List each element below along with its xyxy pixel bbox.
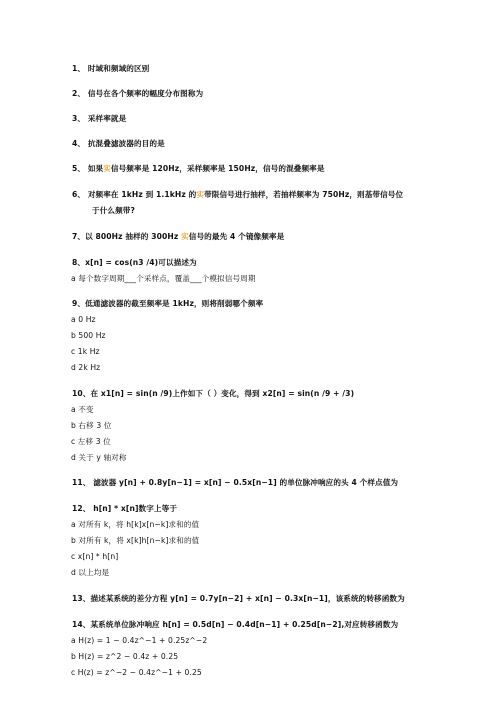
question-12-option-c: c x[n] * h[n] <box>71 552 119 561</box>
question-10-option-c: c 左移 3 位 <box>71 437 111 446</box>
highlighted-text: 实 <box>103 164 111 173</box>
question-3: 3、 采样率就是 <box>72 114 127 123</box>
question-8: 8、x[n] = cos(n3 /4)可以描述为 <box>72 258 197 267</box>
question-9-option-a: a 0 Hz <box>71 315 96 324</box>
question-6: 6、 对频率在 1kHz 到 1.1kHz 的实带限信号进行抽样，若抽样频率为 750Hz，则基带信号位 <box>72 190 404 199</box>
question-2: 2、 信号在各个频率的幅度分布图称为 <box>72 89 204 98</box>
question-14-option-b: b H(z) = z^2 − 0.4z + 0.25 <box>71 652 179 661</box>
question-12: 12、 h[n] * x[n]数字上等于 <box>72 504 178 513</box>
question-4: 4、 抗混叠滤波器的目的是 <box>72 139 165 148</box>
question-12-option-a: a 对所有 k，将 h[k]x[n−k]求和的值 <box>71 520 200 529</box>
question-11: 11、 滤波器 y[n] + 0.8y[n−1] = x[n] − 0.5x[n−1] 的单位脉冲响应的头 4 个样点值为 <box>72 478 399 487</box>
question-10: 10、在 x1[n] = sin(n /9)上作如下（ ）变化，得到 x2[n] = sin(n /9 + /3) <box>72 389 355 398</box>
question-1: 1、 时域和频域的区别 <box>72 64 150 73</box>
question-9: 9、低通滤波器的截至频率是 1kHz，则将削弱哪个频率 <box>72 299 264 308</box>
highlighted-text: 实 <box>181 232 189 241</box>
question-6-continued: 于什么频带? <box>92 206 135 215</box>
question-14-option-c: c H(z) = z^−2 − 0.4z^−1 + 0.25 <box>71 668 202 677</box>
question-7: 7、以 800Hz 抽样的 300Hz 实信号的最先 4 个镜像频率是 <box>72 232 285 241</box>
question-9-option-c: c 1k Hz <box>71 347 100 356</box>
question-14-option-a: a H(z) = 1 − 0.4z^−1 + 0.25z^−2 <box>71 636 208 645</box>
question-8-option-a: a 每个数字周期___个采样点，覆盖___个模拟信号周期 <box>71 274 256 283</box>
question-5: 5、 如果实信号频率是 120Hz，采样频率是 150Hz，信号的混叠频率是 <box>72 164 325 173</box>
question-9-option-b: b 500 Hz <box>71 331 106 340</box>
question-14: 14、某系统单位脉冲响应 h[n] = 0.5d[n] − 0.4d[n−1] + 0.25d[n−2],对应转移函数为 <box>72 620 399 629</box>
question-13: 13、描述某系统的差分方程 y[n] = 0.7y[n−2] + x[n] − 0.3x[n−1]，该系统的转移函数为 <box>72 594 405 603</box>
question-12-option-d: d 以上均是 <box>71 568 110 577</box>
question-12-option-b: b 对所有 k，将 x[k]h[n−k]求和的值 <box>71 536 200 545</box>
highlighted-text: 实 <box>196 190 205 199</box>
question-10-option-a: a 不变 <box>71 405 94 414</box>
question-10-option-d: d 关于 y 轴对称 <box>71 453 127 462</box>
question-9-option-d: d 2k Hz <box>71 363 101 372</box>
question-10-option-b: b 右移 3 位 <box>71 421 112 430</box>
